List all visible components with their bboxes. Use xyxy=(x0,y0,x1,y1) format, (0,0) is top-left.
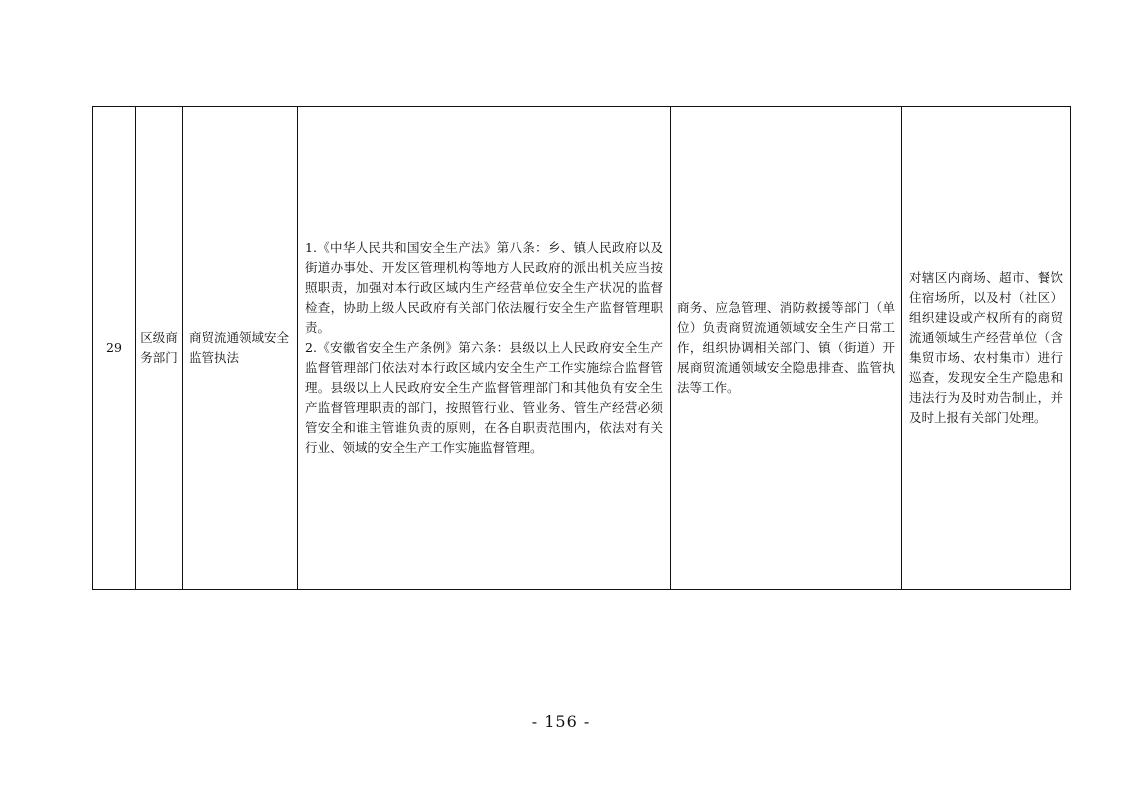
table-row xyxy=(93,107,1071,590)
page-number: - 156 - xyxy=(531,712,591,731)
legal-basis-paragraph-2: 2.《安徽省安全生产条例》第六条：县级以上人民政府安全生产监督管理部门依法对本行政区域内安全生产工作实施综合监督管理。县级以上人民政府安全生产监督管理部门和其他负有安全生产监督管理职责的部门，按照管行业、管业务、管生产经营必须管安全和谁主管谁负责的原则，在各自职责范围内，依法对有关行业、领域的安全生产工作实施监督管理。 xyxy=(305,340,663,455)
department-duty-text: 商务、应急管理、消防救援等部门（单位）负责商贸流通领域安全生产日常工作，组织协调相关部门、镇（街道）开展商贸流通领域安全隐患排查、监管执法等工作。 xyxy=(677,300,895,395)
legal-basis-paragraph-1: 1.《中华人民共和国安全生产法》第八条：乡、镇人民政府以及街道办事处、开发区管理机构等地方人民政府的派出机关应当按照职责，加强对本行政区域内生产经营单位安全生产状况的监督检查，协助上级人民政府有关部门依法履行安全生产监督管理职责。 xyxy=(305,240,663,335)
department-duty-cell xyxy=(671,107,902,590)
item-cell: 商贸流通领域安全监管执法 xyxy=(183,107,298,590)
measure-cell xyxy=(902,107,1071,590)
responsibility-table xyxy=(92,106,1071,590)
legal-basis-cell xyxy=(298,107,671,590)
measure-text: 对辖区内商场、超市、餐饮住宿场所，以及村（社区）组织建设或产权所有的商贸流通领域生产经营单位（含集贸市场、农村集市）进行巡查，发现安全生产隐患和违法行为及时劝告制止，并及时上报有关部门处理。 xyxy=(909,270,1063,425)
row-number: 29 xyxy=(93,107,136,590)
department-cell: 区级商务部门 xyxy=(136,107,183,590)
